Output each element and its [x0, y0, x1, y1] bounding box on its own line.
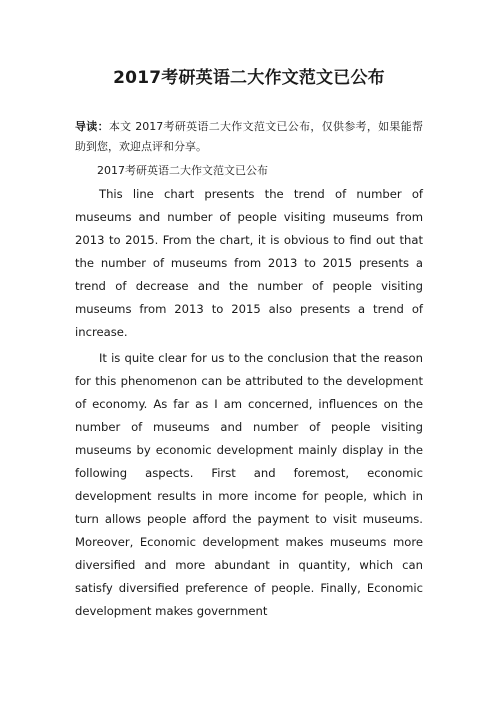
lead-paragraph [75, 117, 423, 157]
section-subtitle: 2017考研英语二大作文范文已公布 [97, 164, 268, 177]
body-paragraph-2: It is quite clear for us to the conclusion that the reason for this phenomenon can be attributed to the development of economy. As far as I am concerned, influences on the number of museums and number of people visiting museums by economic development mainly display in the following aspects. First and foremost, economic development results in more income for people, which in turn allows people afford the payment to visit museums. Moreover, Economic development makes museums more diversified and more abundant in quantity, which can satisfy diversified preference of people. Finally, Economic development makes government [75, 351, 423, 618]
lead-text: 本文 2017考研英语二大作文范文已公布，仅供参考，如果能帮助到您，欢迎点评和分享。 [75, 120, 424, 153]
document-title: 2017考研英语二大作文范文已公布 [113, 68, 385, 88]
body-paragraph-1: This line chart presents the trend of number of museums and number of people visiting museums from 2013 to 2015. From the chart, it is obvious to find out that the number of museums from 2013 to 2015 presents a trend of decrease and the number of people visiting museums from 2013 to 2015 also presents a trend of increase. [75, 187, 423, 339]
lead-label: 导读： [75, 120, 109, 133]
